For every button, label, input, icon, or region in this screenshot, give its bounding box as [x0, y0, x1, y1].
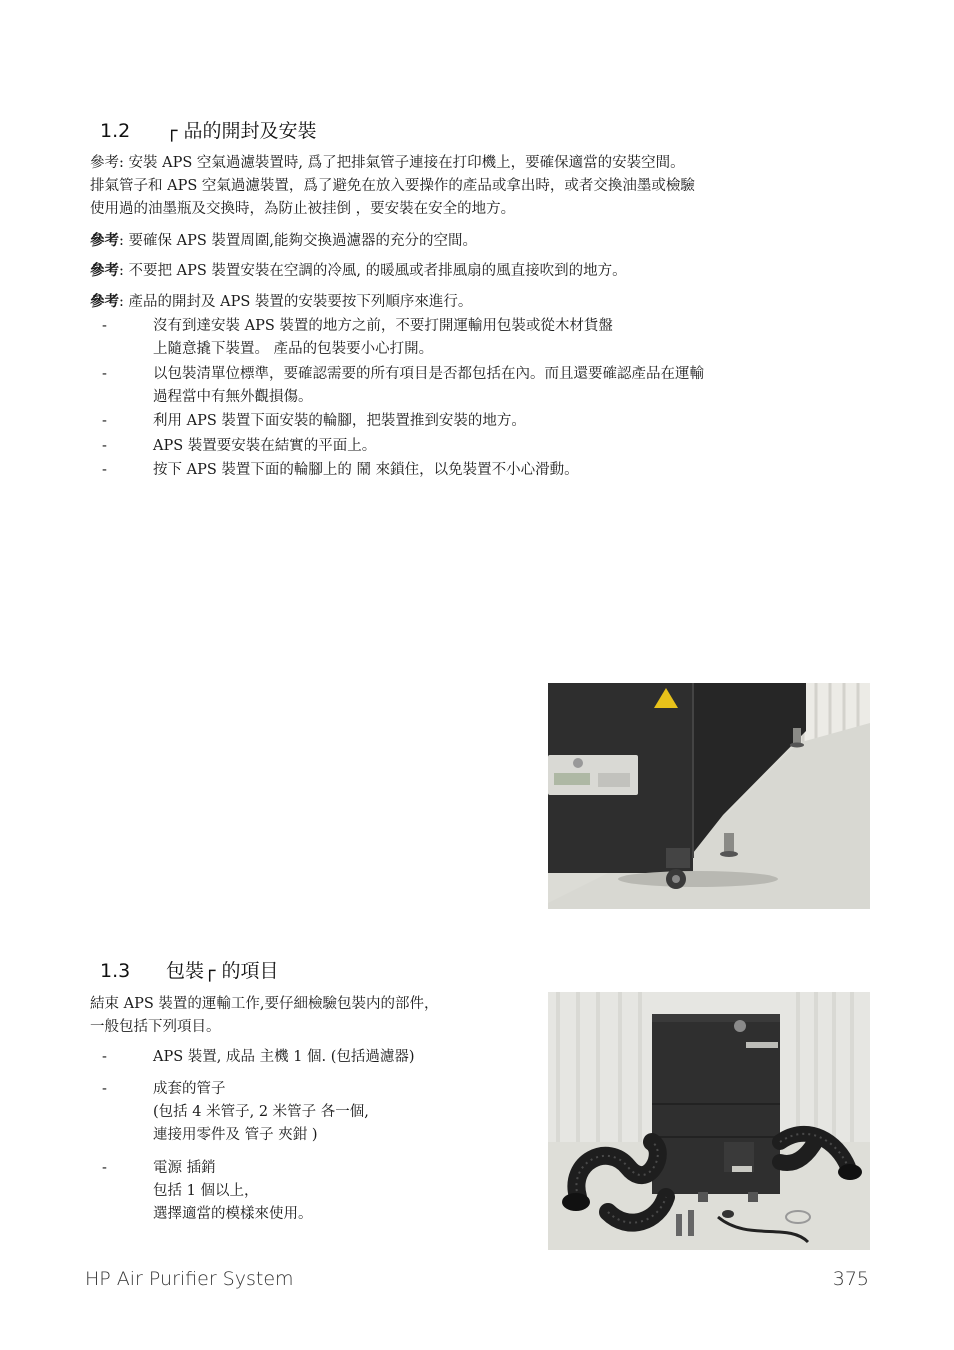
bullet-item	[153, 1078, 369, 1147]
footer-title: HP Air Purifier System	[85, 1268, 294, 1290]
bullet-line: APS 裝置要安裝在結實的平面上。	[153, 438, 377, 454]
section-number: 1.2	[100, 120, 131, 142]
note-label: 參考	[90, 294, 119, 310]
section-1-3-intro	[90, 993, 439, 1039]
section-1-2-heading	[100, 116, 316, 143]
bullet-item	[153, 315, 613, 361]
bullet-line: 選擇適當的模樣來使用。	[153, 1206, 313, 1222]
note-1-line: 參考: 安裝 APS 空氣過濾裝置時, 爲了把排氣管子連接在打印機上，要確保適當的安裝空間。	[90, 155, 685, 171]
photo-package-image	[548, 992, 870, 1250]
note-1-line: 排氣管子和 APS 空氣過濾裝置，爲了避免在放入要操作的產品或拿出時，或者交換油墨或檢驗	[90, 178, 695, 194]
bullet-line: 包括 1 個以上，	[153, 1183, 259, 1199]
section-number: 1.3	[100, 960, 131, 982]
page-number: 375	[832, 1268, 869, 1290]
bullet-line: 連接用零件及 管子 夾鉗 )	[153, 1127, 318, 1143]
note-2	[90, 230, 477, 253]
bullet-line: APS 裝置, 成品 主機 1 個. (包括過濾器)	[153, 1049, 415, 1065]
bullet-line: 成套的管子	[153, 1081, 226, 1097]
photo-package-contents	[548, 992, 870, 1250]
bullet-mark: -	[102, 462, 107, 478]
bullet-mark: -	[102, 438, 107, 454]
bullet-line: 電源 插銷	[153, 1160, 216, 1176]
note-3	[90, 260, 627, 283]
bullet-mark: -	[102, 366, 107, 382]
photo-caster	[548, 683, 870, 909]
intro-line: 結束 APS 裝置的運輸工作,要仔細檢驗包裝内的部件，	[90, 996, 439, 1012]
bullet-line: 過程當中有無外觀損傷。	[153, 389, 313, 405]
note-1-line: 使用過的油墨瓶及交換時，為防止被挂倒 ，要安裝在安全的地方。	[90, 201, 516, 217]
bullet-item	[153, 459, 579, 482]
note-1	[90, 152, 695, 221]
note-text: : 不要把 APS 裝置安裝在空調的冷風, 的暖風或者排風扇的風直接吹到的地方。	[119, 263, 627, 279]
note-label: 參考	[90, 263, 119, 279]
note-4	[90, 291, 472, 314]
bullet-item	[153, 1157, 313, 1226]
bullet-line: 沒有到達安裝 APS 裝置的地方之前，不要打開運輸用包裝或從木材貨盤	[153, 318, 613, 334]
bullet-item	[153, 435, 376, 458]
note-text: : 產品的開封及 APS 裝置的安裝要按下列順序來進行。	[119, 294, 473, 310]
photo-caster-image	[548, 683, 870, 909]
note-label: 參考	[90, 233, 119, 249]
section-1-3-heading	[100, 956, 278, 983]
section-title: 包裝┌ 的項目	[166, 960, 279, 982]
bullet-mark: -	[102, 318, 107, 334]
bullet-line: (包括 4 米管子, 2 米管子 各一個,	[153, 1104, 369, 1120]
intro-line: 一般包括下列項目。	[90, 1019, 221, 1035]
bullet-line: 以包裝清單位標準，要確認需要的所有項目是否都包括在內。而且還要確認產品在運輸	[153, 366, 704, 382]
section-title: ┌ 品的開封及安裝	[166, 120, 317, 142]
bullet-line: 按下 APS 裝置下面的輪腳上的 鬧 來鎖住，以免裝置不小心滑動。	[153, 462, 579, 478]
bullet-item	[153, 1046, 415, 1069]
bullet-item	[153, 363, 704, 409]
bullet-line: 上隨意撬下裝置。 產品的包裝要小心打開。	[153, 341, 434, 357]
bullet-mark: -	[102, 1160, 107, 1176]
bullet-mark: -	[102, 1049, 107, 1065]
bullet-item	[153, 410, 526, 433]
bullet-mark: -	[102, 413, 107, 429]
bullet-mark: -	[102, 1081, 107, 1097]
note-text: : 要確保 APS 裝置周圍,能夠交換過濾器的充分的空間。	[119, 233, 477, 249]
bullet-line: 利用 APS 裝置下面安裝的輪腳，把裝置推到安裝的地方。	[153, 413, 526, 429]
